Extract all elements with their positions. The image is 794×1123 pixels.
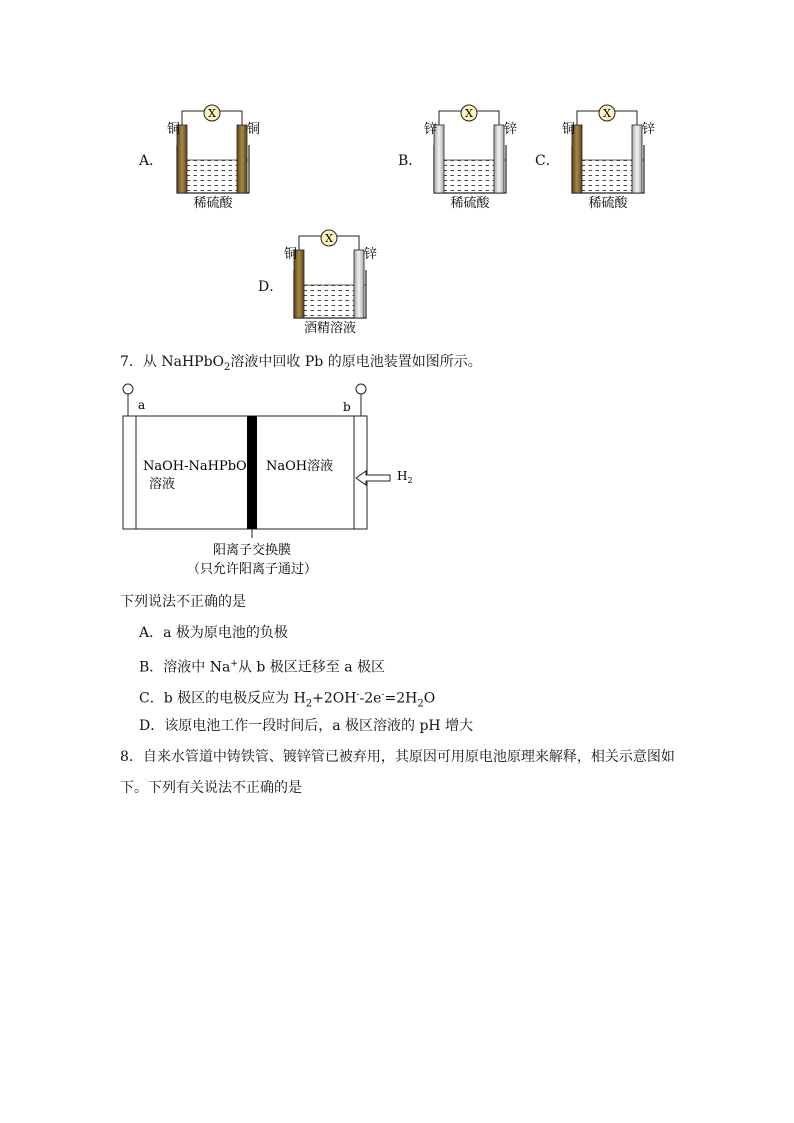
right-electrode bbox=[494, 125, 504, 193]
electrolysis-cell-diagram bbox=[118, 382, 418, 582]
question-8-stem-line1: 8．自来水管道中铸铁管、镀锌管已被弃用，其原因可用原电池原理来解释，相关示意图如 bbox=[120, 749, 675, 765]
membrane-label: 阳离子交换膜 bbox=[212, 543, 292, 558]
gas-label: $H_2$ bbox=[397, 469, 413, 485]
left-electrode-label: 铜 bbox=[562, 122, 576, 137]
membrane-note: （只允许阳离子通过） bbox=[186, 562, 318, 577]
left-electrode-label: 铜 bbox=[167, 122, 181, 137]
electrode-b-label: b bbox=[343, 400, 351, 414]
question-7-prompt: 下列说法不正确的是 bbox=[120, 594, 246, 610]
solution-label: 稀硫酸 bbox=[450, 196, 490, 211]
solution-label: 稀硫酸 bbox=[588, 196, 628, 211]
option-a-letter: A． bbox=[139, 153, 164, 169]
meter-label: X bbox=[465, 107, 473, 120]
solution-label: 酒精溶液 bbox=[303, 321, 357, 336]
question-7-option-d: D．该原电池工作一段时间后，a 极区溶液的 pH 增大 bbox=[139, 718, 474, 734]
terminal-b-icon bbox=[356, 384, 366, 394]
left-electrode-label: 锌 bbox=[424, 122, 438, 137]
left-compartment-label: NaOH-NaHPbO$_2$ bbox=[143, 459, 253, 476]
meter-label: X bbox=[603, 107, 611, 120]
option-d-letter: D． bbox=[258, 279, 284, 295]
meter-label: X bbox=[208, 107, 216, 120]
right-electrode-label: 铜 bbox=[247, 122, 261, 137]
left-compartment-label-2: 溶液 bbox=[149, 477, 176, 492]
right-electrode bbox=[354, 250, 364, 318]
question-7-option-c: C．b 极区的电极反应为 $H_2+2OH^--2e^-=2H_2O$ bbox=[139, 690, 436, 710]
right-electrode bbox=[237, 125, 247, 193]
option-c-letter: C． bbox=[535, 153, 560, 169]
right-compartment-label: NaOH溶液 bbox=[266, 459, 334, 474]
meter-label: X bbox=[325, 232, 333, 245]
cell-diagram-d bbox=[282, 228, 382, 340]
question-7-stem: 7．从 NaHPbO$_2$溶液中回收 Pb 的原电池装置如图所示。 bbox=[120, 354, 482, 373]
gas-inlet-arrow-icon bbox=[356, 471, 390, 485]
right-electrode-label: 锌 bbox=[504, 122, 518, 137]
solution-label: 稀硫酸 bbox=[193, 196, 233, 211]
cell-diagram-a bbox=[165, 103, 265, 215]
left-electrode-label: 铜 bbox=[284, 247, 298, 262]
cell-diagram-b bbox=[422, 103, 522, 215]
question-8-stem-line2: 下。下列有关说法不正确的是 bbox=[120, 780, 302, 796]
terminal-a-icon bbox=[123, 384, 133, 394]
option-b-letter: B． bbox=[398, 153, 423, 169]
electrode-a-label: a bbox=[138, 398, 146, 412]
question-7-option-a: A．a 极为原电池的负极 bbox=[139, 625, 288, 641]
right-electrode-label: 锌 bbox=[642, 122, 656, 137]
question-7-option-b: B．溶液中 Na+从 b 极区迁移至 a 极区 bbox=[139, 659, 385, 676]
cell-diagram-c bbox=[560, 103, 660, 215]
right-electrode-label: 锌 bbox=[364, 247, 378, 262]
right-electrode bbox=[632, 125, 642, 193]
